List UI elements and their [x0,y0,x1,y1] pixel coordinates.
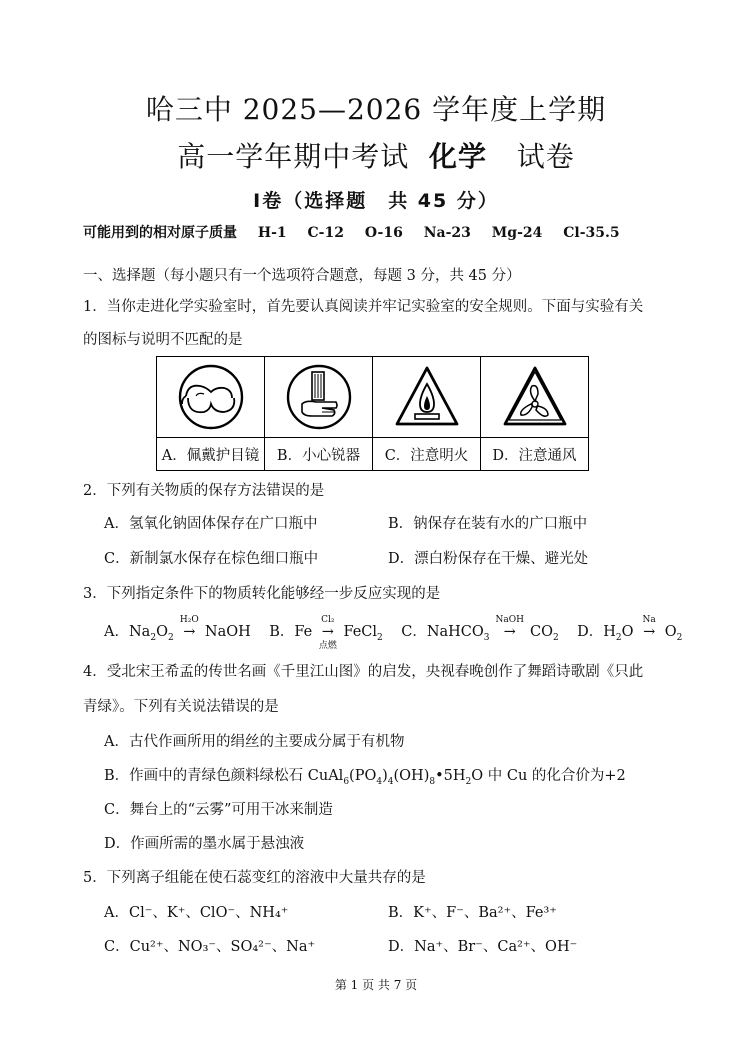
q5-option-d: D．Na⁺、Br⁻、Ca²⁺、OH⁻ [388,939,578,955]
q3-option-d: D．$H_2O$ Na → $O_2$ [577,615,683,643]
atomic-masses-label: 可能用到的相对原子质量 [83,225,237,241]
q2-option-a: A．氢氧化钠固体保存在广口瓶中 [104,516,318,532]
q5-option-c: C．Cu²⁺、NO₃⁻、SO₄²⁻、Na⁺ [104,939,316,955]
goggles-icon [174,362,248,432]
q2-option-b: B．钠保存在装有水的广口瓶中 [388,516,588,532]
reaction-arrow: Cl₂ → 点燃 [318,615,337,651]
subtitle-part-c: 试卷 [516,140,575,173]
subtitle-subject: 化学 [429,140,488,173]
q4-option-b: B．作画中的青绿色颜料绿松石 $CuAl_6(PO_4)_4(OH)_8•5H_2O$ 中 Cu 的化合价为+2 [104,768,626,787]
q5-stem: 5．下列离子组能在使石蕊变红的溶液中大量共存的是 [83,870,426,886]
page-footer: 第 1 页 共 7 页 [334,978,418,992]
atomic-masses [83,222,636,242]
reaction-arrow: Na → [642,615,656,640]
q1-option-c: C．注意明火 [373,438,481,471]
q3-option-c: C．NaHCO$_3$ NaOH → $CO_2$ [401,615,559,643]
q1-option-d: D．注意通风 [481,438,589,471]
q1-option-b: B．小心锐器 [265,438,373,471]
sharp-object-icon [282,362,356,432]
q3-options [104,615,683,651]
atomic-mass-cl: Cl-35.5 [563,225,620,241]
q3-option-a: A．$Na_2O_2$ H₂O → NaOH [104,615,251,643]
q4-stem-line2: 青绿》。下列有关说法错误的是 [83,699,279,715]
section-title: Ⅰ卷（选择题 共 45 分） [253,190,499,212]
atomic-mass-mg: Mg-24 [491,225,543,241]
atomic-mass-h: H-1 [257,225,287,241]
q3-stem: 3．下列指定条件下的物质转化能够经一步反应实现的是 [83,586,441,602]
q1-option-a: A．佩戴护目镜 [157,438,265,471]
q1-stem-line2: 的图标与说明不匹配的是 [83,332,243,348]
q1-cell-d [481,357,589,438]
subtitle-part-a: 高一学年期中考试 [177,140,410,173]
atomic-mass-na: Na-23 [423,225,471,241]
q5-option-b: B．K⁺、F⁻、Ba²⁺、Fe³⁺ [388,905,557,921]
q1-sign-table [156,356,589,471]
q4-stem-line1: 4．受北宋王希孟的传世名画《千里江山图》的启发，央视春晚创作了舞蹈诗歌剧《只此 [83,664,644,680]
q1-cell-b [265,357,373,438]
q3-option-b: B．Fe Cl₂ → 点燃 FeCl$_2$ [269,615,383,651]
q2-option-d: D．漂白粉保存在干燥、避光处 [388,551,589,567]
q1-stem-line1: 1．当你走进化学实验室时，首先要认真阅读并牢记实验室的安全规则。下面与实验有关 [83,299,644,315]
q2-option-c: C．新制氯水保存在棕色细口瓶中 [104,551,319,567]
atomic-mass-o: O-16 [364,225,403,241]
q1-cell-a [157,357,265,438]
reaction-arrow: NaOH → [495,615,524,640]
exam-title: 哈三中 2025—2026 学年度上学期 [145,93,607,126]
ventilation-fan-icon [498,362,572,432]
section-heading: 一、选择题（每小题只有一个选项符合题意，每题 3 分，共 45 分） [83,268,521,284]
flame-icon [390,362,464,432]
q1-cell-c [373,357,481,438]
q2-stem: 2．下列有关物质的保存方法错误的是 [83,483,325,499]
reaction-arrow: H₂O → [179,615,199,640]
q4-option-d: D．作画所需的墨水属于悬浊液 [104,836,305,852]
q4-option-a: A．古代作画所用的绢丝的主要成分属于有机物 [104,734,405,750]
exam-subtitle [0,135,752,175]
atomic-mass-c: C-12 [307,225,344,241]
q4-option-c: C．舞台上的“云雾”可用干冰来制造 [104,802,333,818]
q5-option-a: A．Cl⁻、K⁺、ClO⁻、NH₄⁺ [104,905,289,921]
